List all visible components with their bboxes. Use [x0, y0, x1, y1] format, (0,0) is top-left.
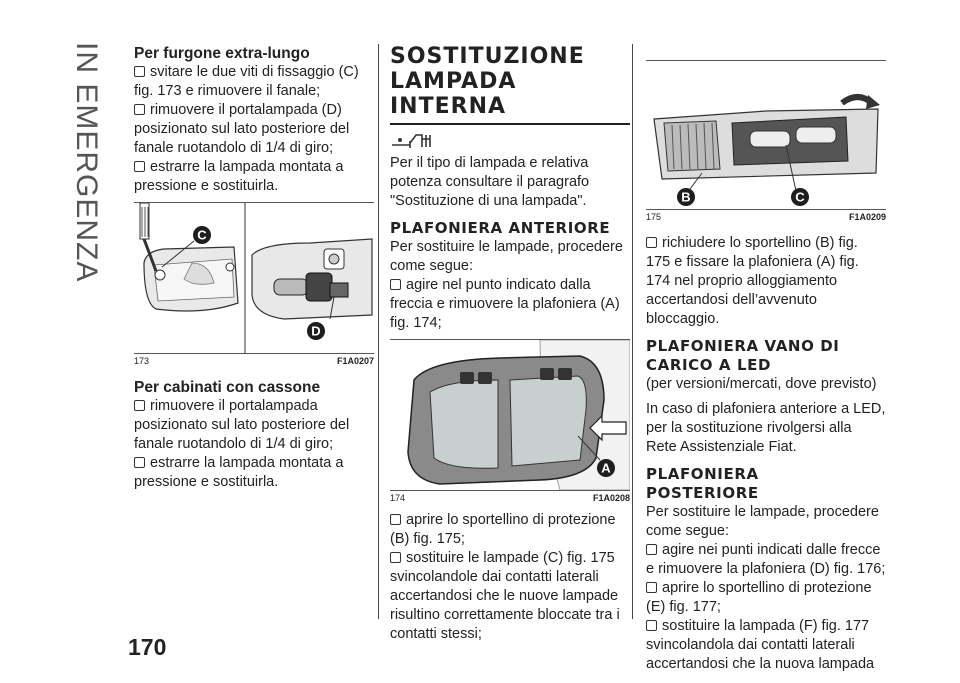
- checkbox-bullet-icon: [646, 620, 657, 631]
- anteriore-text: Per sostituire le lampade, procedere come segue:: [390, 239, 623, 274]
- vano-text: In caso di plafoniera anteriore a LED, per la sostituzione rivolgersi alla Rete Assistenziale Fiat.: [646, 401, 886, 455]
- list-item: estrarre la lampada montata a pressione e sostituirla.: [134, 455, 344, 490]
- column-divider: [378, 44, 379, 619]
- section-tab: [0, 0, 110, 283]
- heading-vano-line1: PLAFONIERA VANO DI: [646, 337, 840, 355]
- heading-posteriore-line1: PLAFONIERA: [646, 465, 759, 483]
- checkbox-bullet-icon: [390, 552, 401, 563]
- list-item: svitare le due viti di fissaggio (C) fig. 173 e rimuovere il fanale;: [134, 64, 359, 99]
- figure-caption: [134, 356, 374, 366]
- posteriore-text: Per sostituire le lampade, procedere come segue:: [646, 504, 879, 539]
- vano-note: (per versioni/mercati, dove previsto): [646, 376, 877, 392]
- figure-173: [134, 203, 374, 366]
- figure-code: F1A0208: [592, 493, 630, 503]
- list-item: sostituire la lampada (F) fig. 177 svincolandola dai contatti laterali accertandosi che la nuova lampada: [646, 618, 875, 672]
- section-tab-label: IN EMERGENZA: [70, 42, 103, 283]
- checkbox-bullet-icon: [646, 544, 657, 555]
- figure-175-illustration: [646, 61, 886, 209]
- figure-caption: [646, 212, 886, 222]
- list-item: estrarre la lampada montata a pressione e sostituirla.: [134, 159, 344, 194]
- column-1: [134, 44, 374, 492]
- title-rule: [390, 123, 630, 125]
- heading-furgone: Per furgone extra-lungo: [134, 45, 310, 62]
- checkbox-bullet-icon: [134, 104, 145, 115]
- checkbox-bullet-icon: [646, 582, 657, 593]
- checkbox-bullet-icon: [134, 161, 145, 172]
- callout-d-label: D: [311, 323, 321, 339]
- figure-number: 173: [134, 356, 150, 366]
- list-item: aprire lo sportellino di protezione (B) fig. 175;: [390, 512, 616, 547]
- callout-a-label: A: [601, 460, 611, 476]
- callout-b-label: B: [681, 189, 691, 205]
- list-item: rimuovere il portalampada posizionato sul lato posteriore del fanale ruotandolo di 1/4 di giro;: [134, 398, 350, 452]
- list-item: richiudere lo sportellino (B) fig. 175 e fissare la plafoniera (A) fig. 174 nel proprio alloggiamento accertandosi dell’avvenuto bloccaggio.: [646, 235, 859, 327]
- list-item: agire nei punti indicati dalle frecce e rimuovere la plafoniera (D) fig. 176;: [646, 542, 886, 577]
- callout-c-label: C: [795, 189, 805, 205]
- heading-vano-line2: CARICO A LED: [646, 356, 772, 374]
- list-item: agire nel punto indicato dalla freccia e rimuovere la plafoniera (A) fig. 174;: [390, 277, 620, 331]
- intro-text: Per il tipo di lampada e relativa potenza consultare il paragrafo "Sostituzione di una lampada".: [390, 155, 590, 209]
- checkbox-bullet-icon: [646, 237, 657, 248]
- figure-174: [390, 340, 630, 503]
- checkbox-bullet-icon: [390, 279, 401, 290]
- callout-c-label: C: [197, 227, 207, 243]
- list-item: aprire lo sportellino di protezione (E) fig. 177;: [646, 580, 872, 615]
- lamp-bulb-icon: [390, 131, 438, 149]
- figure-rule: [134, 353, 374, 354]
- page-number: 170: [128, 634, 167, 660]
- figure-code: F1A0209: [848, 212, 886, 222]
- heading-cabinati: Per cabinati con cassone: [134, 379, 321, 396]
- checkbox-bullet-icon: [390, 514, 401, 525]
- column-divider: [632, 44, 633, 619]
- checkbox-bullet-icon: [134, 400, 145, 411]
- column-3: [646, 44, 886, 674]
- heading-posteriore-line2: POSTERIORE: [646, 484, 759, 502]
- list-item: sostituire le lampade (C) fig. 175 svincolandole dai contatti laterali accertandosi che le nuove lampade risultino correttamente bloccate tra i contatti stessi;: [390, 550, 620, 642]
- checkbox-bullet-icon: [134, 66, 145, 77]
- figure-number: 174: [390, 493, 406, 503]
- figure-175: [646, 61, 886, 222]
- checkbox-bullet-icon: [134, 457, 145, 468]
- heading-anteriore: PLAFONIERA ANTERIORE: [390, 219, 611, 237]
- list-item: rimuovere il portalampada (D) posizionato sul lato posteriore del fanale ruotandolo di 1/4 di giro;: [134, 102, 350, 156]
- figure-code: F1A0207: [336, 356, 374, 366]
- figure-173-illustration: [134, 203, 374, 353]
- section-title-line2: LAMPADA INTERNA: [390, 69, 517, 119]
- figure-caption: [390, 493, 630, 503]
- figure-number: 175: [646, 212, 662, 222]
- section-title-line1: SOSTITUZIONE: [390, 44, 585, 69]
- figure-rule: [646, 209, 886, 210]
- column-2: [390, 44, 630, 644]
- figure-174-illustration: [390, 340, 630, 490]
- figure-rule: [390, 490, 630, 491]
